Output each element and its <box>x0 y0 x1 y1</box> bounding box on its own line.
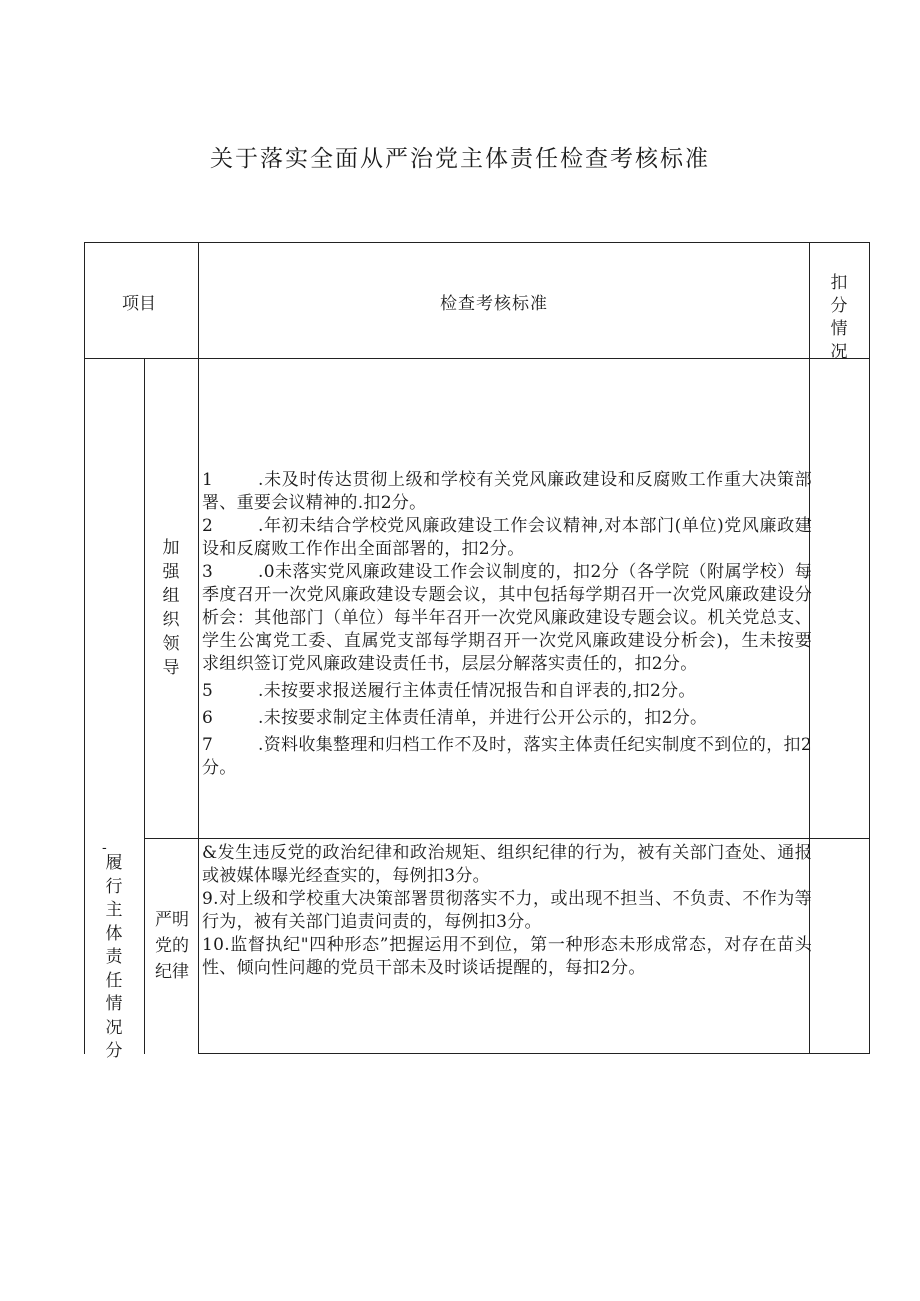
standard-item: 3 .0未落实党风廉政建设工作会议制度的，扣2分（各学院（附属学校）每季度召开一次党风廉政建设专题会议，其中包括每学期召开一次党风廉政建设分析会：其他部门（单位）每半年召开一次党风廉政建设专题会议。机关党总支、学生公寓党工委、直属党支部每学期召开一次党风廉政建设分析会)，生未按要求组织签订党风廉政建设责任书，层层分解落实责任的，扣2分。 <box>202 562 812 674</box>
item-column-divider <box>198 242 199 1054</box>
standard-item: 10.监督执纪"四种形态”把握运用不到位，第一种形态未形成常态，对存在苗头性、倾向性问趣的党员干部未及时谈话提醒的，每扣2分。 <box>202 935 812 978</box>
document-title: 关于落实全面从严治党主体责任检查考核标准 <box>210 146 710 172</box>
table-border-left <box>84 242 85 1054</box>
section-divider <box>144 838 870 839</box>
standard-item: &发生违反党的政治纪律和政治规矩、组织纪律的行为，被有关部门查处、通报或被媒体曝光经查实的，每例扣3分。 <box>202 843 812 886</box>
header-standard: 检查考核标准 <box>440 294 548 314</box>
standard-item: 9.对上级和学校重大决策部署贯彻落实不力，或出现不担当、不负责、不作为等行为，被有关部门追责问责的，每例扣3分。 <box>202 889 812 932</box>
header-divider <box>84 358 870 359</box>
header-item: 项目 <box>122 294 156 314</box>
standard-item: 6 .未按要求制定主体责任清单，并进行公开公示的，扣2分。 <box>202 708 708 728</box>
table-border-bottom <box>198 1053 870 1054</box>
assessment-table <box>84 242 870 1061</box>
category-divider <box>144 358 145 1054</box>
section-1-standards <box>202 469 812 780</box>
header-deduction: 扣分情况 <box>830 273 848 362</box>
category-mark: - <box>102 840 107 856</box>
table-border-right <box>869 242 870 1054</box>
standard-item: 5 .未按要求报送履行主体责任情况报告和自评表的,扣2分。 <box>202 681 696 701</box>
standard-item: 1 .未及时传达贯彻上级和学校有关党风廉政建设和反腐败工作重大决策部署、重要会议精神的.扣2分。 <box>202 470 812 513</box>
section-2-standards <box>202 842 812 980</box>
section-name-party-discipline: 严明 党的 纪律 <box>155 910 189 982</box>
section-name-organize-leadership: 加强组织领导 <box>162 538 180 678</box>
standard-item: 2 .年初未结合学校党风廉政建设工作会议精神,对本部门(单位)党风廉政建设和反腐败工作作出全面部署的，扣2分。 <box>202 516 812 559</box>
standard-item: 7 .资料收集整理和归档工作不及时，落实主体责任纪实制度不到位的，扣2分。 <box>202 735 812 778</box>
table-border-top <box>84 242 870 243</box>
category-label: 履行主体责任情况分 <box>105 853 123 1061</box>
